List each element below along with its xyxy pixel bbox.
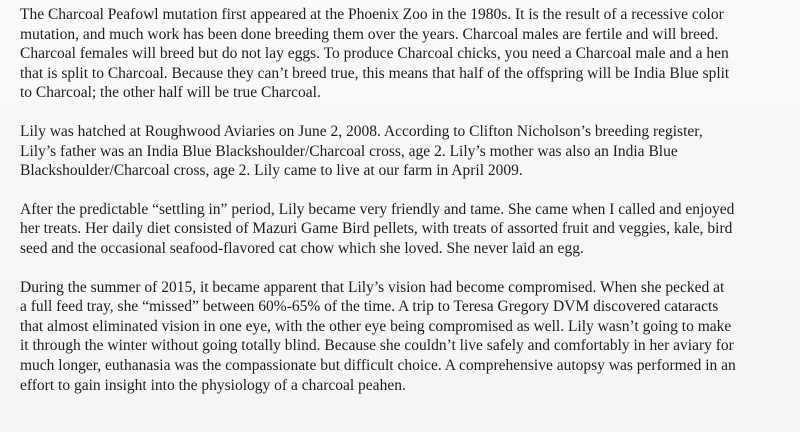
- text-line: During the summer of 2015, it became apparent that Lily’s vision had become compromised. When she pecked at: [20, 278, 725, 296]
- text-line: that almost eliminated vision in one eye, with the other eye being compromised as well. Lily wasn’t going to make: [20, 317, 732, 335]
- text-line: seed and the occasional seafood-flavored cat chow which she loved. She never laid an egg.: [20, 239, 584, 257]
- text-line: that is split to Charcoal. Because they can’t breed true, this means that half of the offspring will be India Blue split: [20, 64, 730, 82]
- paragraph-lily-origin: [20, 122, 782, 181]
- text-line: Charcoal females will breed but do not lay eggs. To produce Charcoal chicks, you need a Charcoal male and a hen: [20, 45, 729, 63]
- text-line: much longer, euthanasia was the compassionate but difficult choice. A comprehensive autopsy was performed in an: [20, 356, 736, 374]
- text-line: to Charcoal; the other half will be true Charcoal.: [20, 84, 321, 102]
- text-line: Blackshoulder/Charcoal cross, age 2. Lily came to live at our farm in April 2009.: [20, 162, 523, 180]
- paragraph-mutation-origin: [20, 5, 782, 103]
- text-line: The Charcoal Peafowl mutation first appeared at the Phoenix Zoo in the 1980s. It is the result of a recessive color: [20, 6, 724, 23]
- text-line: After the predictable “settling in” period, Lily became very friendly and tame. She came when I called and enjoyed: [20, 200, 735, 218]
- paragraph-lily-temperament: [20, 200, 782, 259]
- text-line: it through the winter without going totally blind. Because she couldn’t live safely and comfortably in her aviary for: [20, 337, 734, 355]
- text-line: Lily’s father was an India Blue Blackshoulder/Charcoal cross, age 2. Lily’s mother was also an India Blue: [20, 142, 678, 160]
- text-line: a full feed tray, she “missed” between 60%-65% of the time. A trip to Teresa Gregory DVM discovered cataracts: [20, 298, 719, 316]
- paragraph-lily-vision: [20, 278, 782, 396]
- text-line: effort to gain insight into the physiology of a charcoal peahen.: [20, 376, 406, 394]
- text-line: her treats. Her daily diet consisted of Mazuri Game Bird pellets, with treats of assorted fruit and veggies, kale, bird: [20, 220, 733, 238]
- text-line: Lily was hatched at Roughwood Aviaries on June 2, 2008. According to Clifton Nicholson’s breeding register,: [20, 122, 703, 140]
- text-line: mutation, and much work has been done breeding them over the years. Charcoal males are fertile and will breed.: [20, 25, 719, 43]
